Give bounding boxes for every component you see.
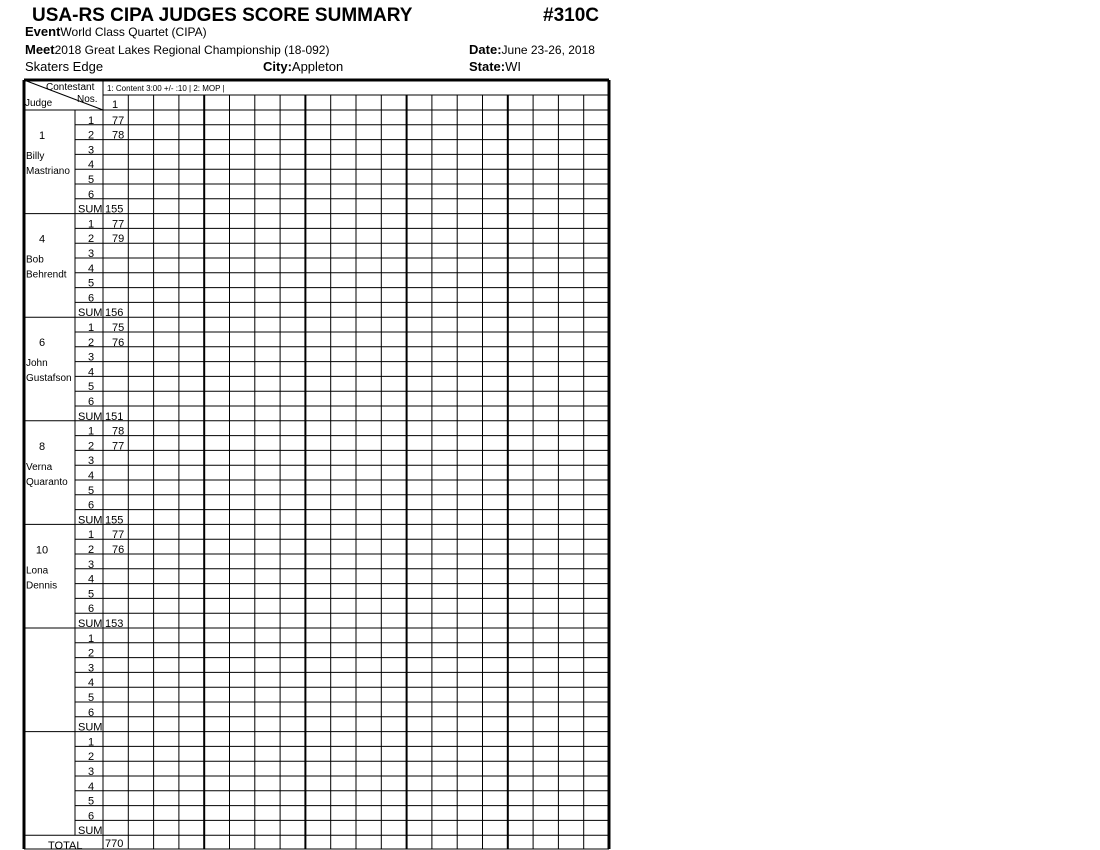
- sum-label: SUM: [78, 514, 103, 527]
- event-label: Event: [25, 24, 61, 39]
- row-number: 3: [87, 351, 95, 364]
- criteria-text: 1: Content 3:00 +/- :10 | 2: MOP |: [107, 84, 225, 93]
- score-value: 75: [112, 322, 125, 334]
- score-value: 76: [112, 544, 125, 556]
- score-value: 77: [112, 440, 125, 453]
- row-number: 3: [87, 662, 95, 675]
- judge-name: John: [26, 358, 48, 370]
- judge-number: 4: [38, 233, 46, 246]
- row-number: 3: [87, 455, 95, 468]
- row-number: 5: [87, 588, 95, 601]
- judge-name: Bob: [26, 254, 44, 266]
- score-value: 76: [112, 336, 125, 349]
- judge-name: Gustafson: [26, 373, 72, 385]
- judge-number: 8: [38, 440, 46, 453]
- score-value: 77: [112, 114, 125, 127]
- meet-label: Meet: [25, 42, 55, 57]
- sum-value: 151: [105, 410, 124, 423]
- date-value: June 23-26, 2018: [501, 43, 595, 57]
- row-number: 1: [87, 736, 95, 749]
- row-number: 6: [87, 396, 95, 408]
- row-number: 2: [87, 336, 95, 349]
- row-number: 1: [87, 529, 95, 542]
- judge-name: Quaranto: [26, 476, 68, 488]
- date-label: Date: [469, 42, 498, 57]
- event-value: World Class Quartet (CIPA): [60, 25, 207, 39]
- contestant-label: Contestant: [46, 82, 95, 93]
- contestant-number: 1: [111, 99, 119, 111]
- club-value: Skaters Edge: [25, 59, 104, 74]
- row-number: 3: [87, 248, 95, 260]
- row-number: 5: [87, 174, 95, 186]
- row-number: 5: [87, 277, 95, 290]
- city-value: Appleton: [291, 59, 344, 74]
- row-number: 4: [87, 470, 95, 482]
- city-row: City:Appleton: [263, 59, 344, 74]
- sum-label: SUM: [78, 721, 103, 734]
- state-label: State: [469, 59, 501, 74]
- row-number: 6: [87, 706, 95, 719]
- row-number: 1: [87, 425, 95, 438]
- row-number: 2: [87, 233, 95, 246]
- nos-label: Nos.: [77, 94, 98, 105]
- row-number: 4: [87, 780, 95, 793]
- score-value: 78: [112, 129, 125, 142]
- judge-number: 1: [38, 130, 46, 142]
- sum-label: SUM: [78, 203, 103, 216]
- total-value: 770: [105, 838, 124, 850]
- judge-name: Dennis: [26, 580, 58, 592]
- sum-label: SUM: [78, 825, 103, 838]
- row-number: 2: [87, 544, 95, 556]
- row-number: 1: [87, 114, 95, 127]
- row-number: 3: [87, 766, 95, 778]
- row-number: 3: [87, 144, 95, 157]
- state-row: State:WI: [469, 59, 522, 74]
- row-number: 4: [87, 159, 95, 172]
- score-value: 78: [112, 425, 125, 438]
- sum-value: 156: [105, 307, 124, 320]
- row-number: 6: [87, 499, 95, 512]
- row-number: 2: [87, 440, 95, 453]
- score-value: 79: [112, 233, 125, 246]
- row-number: 6: [87, 603, 95, 616]
- sum-label: SUM: [78, 410, 103, 423]
- form-title: USA-RS CIPA JUDGES SCORE SUMMARY: [32, 5, 413, 26]
- sum-value: 155: [105, 203, 124, 216]
- row-number: 6: [87, 292, 95, 305]
- score-value: 77: [112, 529, 125, 542]
- sum-value: 155: [105, 514, 124, 527]
- row-number: 1: [87, 632, 95, 645]
- form-number: #310C: [543, 5, 599, 26]
- judge-name: Behrendt: [26, 269, 67, 281]
- row-number: 5: [87, 692, 95, 704]
- sum-label: SUM: [78, 618, 103, 630]
- sum-label: SUM: [78, 307, 103, 320]
- judge-name: Verna: [26, 461, 53, 473]
- judge-label: Judge: [25, 98, 53, 109]
- state-value: WI: [505, 59, 522, 74]
- row-number: 4: [87, 366, 95, 379]
- row-number: 2: [87, 647, 95, 660]
- judge-name: Billy: [26, 151, 45, 162]
- judge-name: Mastriano: [26, 166, 70, 177]
- row-number: 1: [87, 218, 95, 231]
- row-number: 2: [87, 129, 95, 142]
- total-label: TOTAL: [48, 840, 83, 850]
- row-number: 5: [87, 484, 95, 497]
- meet-value: 2018 Great Lakes Regional Championship (18-092): [54, 43, 330, 57]
- row-number: 5: [87, 795, 95, 808]
- row-number: 6: [87, 810, 95, 823]
- city-label: City: [263, 59, 288, 74]
- row-number: 3: [87, 558, 95, 571]
- judge-name: Lona: [26, 565, 49, 577]
- row-number: 4: [87, 573, 95, 586]
- row-number: 4: [87, 262, 95, 275]
- row-number: 4: [87, 677, 95, 690]
- row-number: 6: [87, 188, 95, 201]
- judge-number: 10: [35, 544, 49, 557]
- row-number: 2: [87, 751, 95, 764]
- row-number: 5: [87, 381, 95, 394]
- score-value: 77: [112, 218, 125, 231]
- date-row: Date:June 23-26, 2018: [469, 42, 595, 57]
- row-number: 1: [87, 322, 95, 334]
- judge-number: 6: [38, 337, 46, 350]
- sum-value: 153: [105, 618, 124, 630]
